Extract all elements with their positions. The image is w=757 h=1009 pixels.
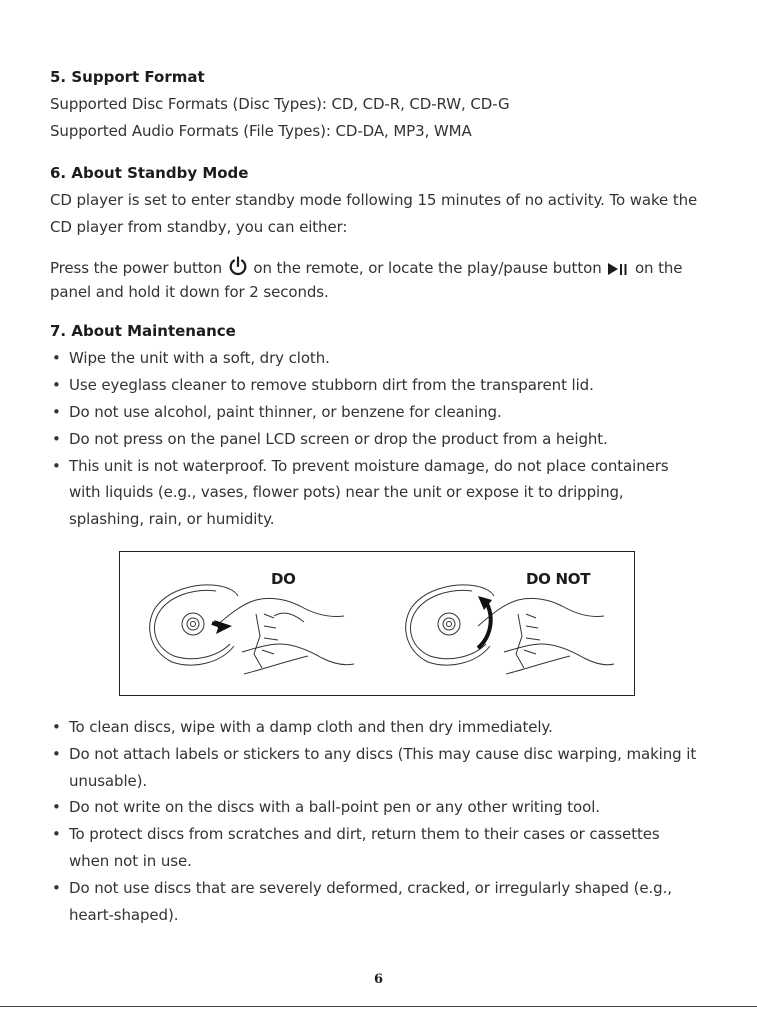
maintenance-item-1: Wipe the unit with a soft, dry cloth. — [69, 349, 330, 367]
heading-maintenance: 7. About Maintenance — [50, 322, 236, 340]
heading-standby-mode: 6. About Standby Mode — [50, 164, 249, 182]
support-audio-formats: Supported Audio Formats (File Types): CD-DA, MP3, WMA — [50, 122, 472, 140]
bullet-marker: • — [52, 403, 61, 421]
standby-instruction-part-a: Press the power button — [50, 259, 223, 277]
maintenance-waterproof-2: with liquids (e.g., vases, flower pots) near the unit or expose it to dripping, — [69, 483, 624, 501]
page-number: 6 — [373, 972, 384, 987]
standby-instruction-2: panel and hold it down for 2 seconds. — [50, 283, 329, 301]
bullet-marker: • — [52, 825, 61, 843]
footer-rule — [0, 1006, 757, 1007]
bullet-marker: • — [52, 349, 61, 367]
maintenance-item-3: Do not use alcohol, paint thinner, or benzene for cleaning. — [69, 403, 502, 421]
standby-instruction-part-b: on the remote, or locate the play/pause button — [253, 259, 602, 277]
bullet-marker: • — [52, 745, 61, 763]
bullet-marker: • — [52, 376, 61, 394]
do-illustration — [144, 574, 364, 686]
disc-care-item-5-line-2: heart-shaped). — [69, 906, 179, 924]
standby-instruction-1 — [50, 256, 682, 280]
bullet-marker: • — [52, 798, 61, 816]
disc-care-item-3: Do not write on the discs with a ball-point pen or any other writing tool. — [69, 798, 600, 816]
standby-instruction-part-c: on the — [634, 259, 683, 277]
standby-text-1: CD player is set to enter standby mode following 15 minutes of no activity. To wake the — [50, 191, 698, 209]
do-label: DO — [271, 570, 296, 588]
disc-care-item-2-line-2: unusable). — [69, 772, 148, 790]
heading-support-format: 5. Support Format — [50, 68, 205, 86]
disc-care-item-5-line-1: Do not use discs that are severely deformed, cracked, or irregularly shaped (e.g., — [69, 879, 672, 897]
disc-care-item-1: To clean discs, wipe with a damp cloth and then dry immediately. — [69, 718, 553, 736]
bullet-marker: • — [52, 457, 61, 475]
disc-cleaning-figure — [119, 551, 635, 696]
do-not-label: DO NOT — [526, 570, 591, 588]
maintenance-waterproof-3: splashing, rain, or humidity. — [69, 510, 275, 528]
maintenance-item-2: Use eyeglass cleaner to remove stubborn dirt from the transparent lid. — [69, 376, 594, 394]
power-icon — [228, 256, 248, 280]
play-pause-icon — [607, 262, 629, 280]
maintenance-waterproof-1: This unit is not waterproof. To prevent moisture damage, do not place containers — [69, 457, 669, 475]
disc-care-item-4-line-1: To protect discs from scratches and dirt, return them to their cases or cassettes — [69, 825, 660, 843]
disc-care-item-4-line-2: when not in use. — [69, 852, 192, 870]
support-disc-formats: Supported Disc Formats (Disc Types): CD, CD-R, CD-RW, CD-G — [50, 95, 510, 113]
disc-care-item-2-line-1: Do not attach labels or stickers to any discs (This may cause disc warping, making it — [69, 745, 697, 763]
standby-text-2: CD player from standby, you can either: — [50, 218, 348, 236]
bullet-marker: • — [52, 879, 61, 897]
bullet-marker: • — [52, 430, 61, 448]
bullet-marker: • — [52, 718, 61, 736]
do-not-illustration — [400, 574, 620, 686]
maintenance-item-4: Do not press on the panel LCD screen or drop the product from a height. — [69, 430, 608, 448]
